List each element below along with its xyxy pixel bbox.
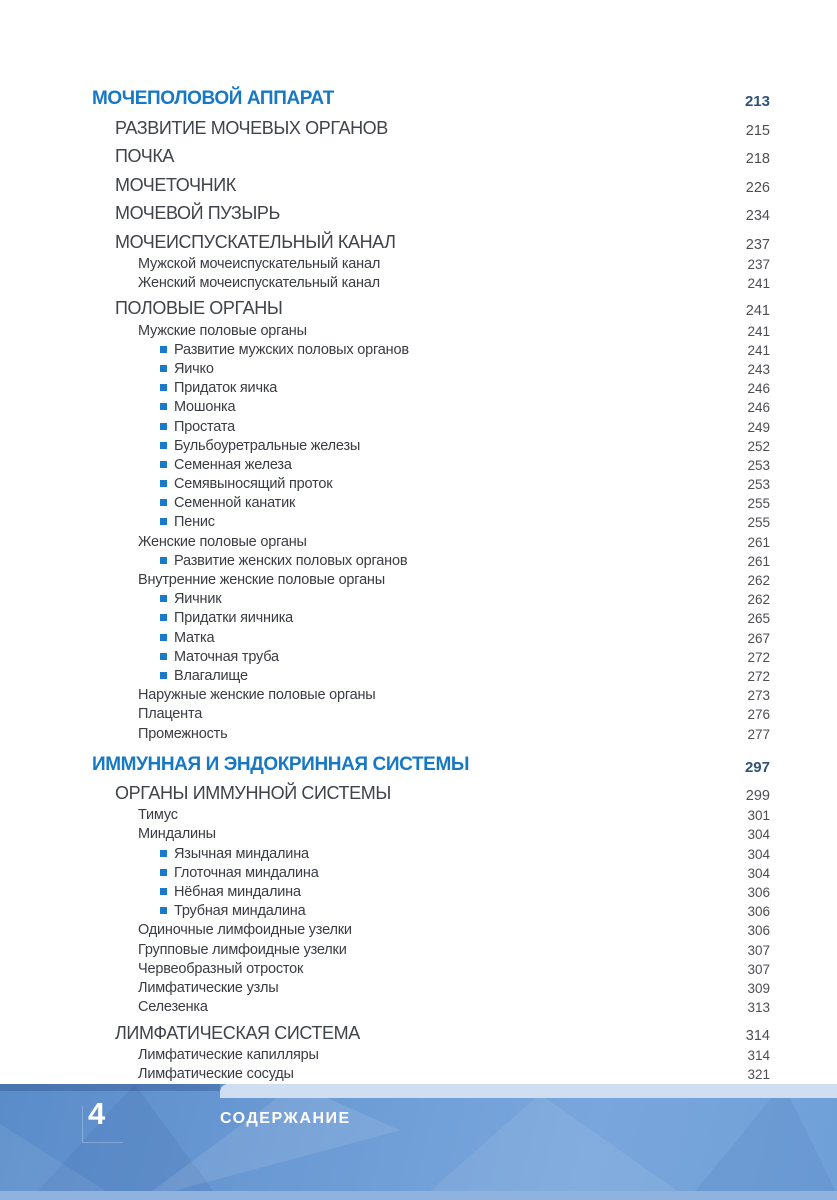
bullet-square-icon <box>160 423 167 430</box>
bullet-square-icon <box>160 499 167 506</box>
toc-entry-page: 306 <box>747 884 770 900</box>
toc-entry-page: 243 <box>747 361 770 377</box>
toc-entry-label: Придаток яичка <box>174 380 278 397</box>
footer-decor-polygon <box>420 1094 720 1200</box>
toc-row <box>92 1063 770 1082</box>
bullet-square-icon <box>160 384 167 391</box>
toc-row <box>92 550 770 569</box>
toc-entry-page: 213 <box>744 93 770 110</box>
bullet-square-icon <box>160 403 167 410</box>
footer-topleft-strip <box>0 1084 220 1091</box>
toc-row <box>92 746 770 776</box>
toc-entry-page: 261 <box>747 553 770 569</box>
toc-entry-label: Лимфатические узлы <box>138 979 279 996</box>
toc-entry-page: 309 <box>747 980 770 996</box>
toc-entry-label: Семявыносящий проток <box>174 476 333 493</box>
footer-band <box>0 1084 837 1200</box>
toc-row <box>92 862 770 881</box>
toc-row <box>92 588 770 607</box>
toc-entry-label: ПОЛОВЫЕ ОРГАНЫ <box>115 298 283 319</box>
toc-entry-label: Простата <box>174 418 235 435</box>
toc-entry-label: Селезенка <box>138 999 208 1016</box>
toc-row <box>92 415 770 434</box>
toc-entry-page: 304 <box>747 827 770 843</box>
toc-entry-label: ЛИМФАТИЧЕСКАЯ СИСТЕМА <box>115 1022 360 1043</box>
toc-row <box>92 646 770 665</box>
bullet-square-icon <box>160 850 167 857</box>
toc-entry-page: 262 <box>747 592 770 608</box>
toc-entry-page: 252 <box>747 438 770 454</box>
toc-entry-page: 253 <box>747 457 770 473</box>
toc-row <box>92 823 770 842</box>
toc-row <box>92 958 770 977</box>
toc-entry-label: МОЧЕИСПУСКАТЕЛЬНЫЙ КАНАЛ <box>115 231 396 252</box>
toc-entry-page: 267 <box>747 630 770 646</box>
toc-entry-page: 297 <box>744 758 770 776</box>
toc-row <box>92 319 770 338</box>
toc-entry-label: ОРГАНЫ ИММУННОЙ СИСТЕМЫ <box>115 783 391 803</box>
toc-entry-label: Язычная миндалина <box>174 845 309 862</box>
toc-entry-page: 246 <box>747 381 770 397</box>
toc-entry-page: 277 <box>747 726 770 742</box>
bullet-square-icon <box>160 907 167 914</box>
page-number: 4 <box>88 1096 106 1131</box>
toc-entry-page: 314 <box>747 1047 770 1063</box>
toc-entry-page: 307 <box>747 942 770 958</box>
toc-row <box>92 339 770 358</box>
toc-row <box>92 1044 770 1063</box>
footer-decor-polygon <box>140 1084 400 1200</box>
toc-row <box>92 776 770 805</box>
toc-entry-label: Нёбная миндалина <box>174 883 301 900</box>
bullet-square-icon <box>160 557 167 564</box>
toc-row <box>92 511 770 530</box>
toc-entry-label: Женский мочеиспускательный канал <box>138 274 380 291</box>
toc-entry-label: ПОЧКА <box>115 146 175 166</box>
toc-row <box>92 358 770 377</box>
toc-row <box>92 977 770 996</box>
toc-entry-page: 272 <box>747 649 770 665</box>
toc-entry-label: Внутренние женские половые органы <box>138 572 385 588</box>
bullet-square-icon <box>160 634 167 641</box>
toc-row <box>92 253 770 272</box>
toc-entry-page: 241 <box>745 303 770 320</box>
toc-entry-page: 215 <box>745 122 770 139</box>
toc-entry-page: 299 <box>745 788 770 804</box>
bullet-square-icon <box>160 346 167 353</box>
bullet-square-icon <box>160 653 167 660</box>
bullet-square-icon <box>160 480 167 487</box>
toc-row <box>92 881 770 900</box>
bullet-square-icon <box>160 461 167 468</box>
toc-entry-label: Наружные женские половые органы <box>138 687 376 704</box>
toc-entry-label: Плацента <box>138 706 203 723</box>
toc-entry-label: Пенис <box>174 514 215 531</box>
toc-entry-page: 255 <box>747 515 770 531</box>
toc-row <box>92 804 770 823</box>
toc-row <box>92 900 770 919</box>
toc-row <box>92 196 770 225</box>
toc-entry-label: Женские половые органы <box>138 533 307 550</box>
toc-entry-page: 246 <box>747 400 770 416</box>
toc-entry-label: Лимфатические сосуды <box>138 1065 294 1082</box>
toc-entry-label: Семенная железа <box>174 456 292 473</box>
toc-row <box>92 722 770 741</box>
toc-entry-label: Яичко <box>174 360 214 377</box>
toc-entry-page: 261 <box>747 534 770 550</box>
bullet-square-icon <box>160 888 167 895</box>
toc-row <box>92 377 770 396</box>
toc-entry-page: 306 <box>747 904 770 920</box>
toc-entry-page: 304 <box>747 865 770 881</box>
toc-entry-label: Промежность <box>138 725 228 742</box>
toc-entry-label: Развитие мужских половых органов <box>174 341 409 358</box>
toc-entry-page: 304 <box>747 846 770 862</box>
footer-tab <box>220 1084 837 1098</box>
toc-entry-page: 249 <box>747 419 770 435</box>
toc-row <box>92 919 770 938</box>
toc-entry-page: 234 <box>745 208 770 224</box>
toc-row <box>92 1015 770 1044</box>
toc-entry-page: 313 <box>747 1000 770 1016</box>
toc-entry-page: 301 <box>747 808 770 824</box>
toc-entry-label: Влагалище <box>174 667 248 684</box>
footer-title: СОДЕРЖАНИЕ <box>220 1110 351 1127</box>
toc-entry-label: Бульбоуретральные железы <box>174 437 361 454</box>
toc-entry-label: Миндалины <box>138 826 216 843</box>
toc-entry-page: 262 <box>747 573 770 588</box>
toc-entry-label: МОЧЕВОЙ ПУЗЫРЬ <box>115 203 280 223</box>
toc-row <box>92 530 770 549</box>
footer-bottom-strip <box>0 1191 837 1200</box>
toc-row <box>92 80 770 110</box>
toc-entry-label: Мужской мочеиспускательный канал <box>138 255 381 272</box>
toc-entry-page: 307 <box>747 961 770 977</box>
toc-entry-page: 241 <box>747 275 770 291</box>
toc-entry-label: Яичник <box>174 591 222 608</box>
bullet-square-icon <box>160 672 167 679</box>
bullet-square-icon <box>160 365 167 372</box>
toc-row <box>92 396 770 415</box>
toc-entry-label: ИММУННАЯ И ЭНДОКРИННАЯ СИСТЕМЫ <box>92 753 470 775</box>
toc-entry-page: 241 <box>747 323 770 339</box>
toc-row <box>92 607 770 626</box>
footer-decor-polygon <box>30 1084 220 1200</box>
toc-entry-label: МОЧЕТОЧНИК <box>115 174 236 195</box>
toc-entry-page: 306 <box>747 923 770 939</box>
toc-entry-page: 273 <box>747 688 770 704</box>
toc-entry-page: 272 <box>747 668 770 684</box>
toc-entry-label: Придатки яичника <box>174 610 294 627</box>
toc-entry-label: Развитие женских половых органов <box>174 552 408 569</box>
toc-entry-label: Мошонка <box>174 399 236 416</box>
toc-row <box>92 626 770 645</box>
toc-row <box>92 703 770 722</box>
toc-row <box>92 167 770 196</box>
toc-row <box>92 938 770 957</box>
toc-row <box>92 684 770 703</box>
toc-row <box>92 139 770 168</box>
toc-entry-label: Мужские половые органы <box>138 322 307 339</box>
toc-entry-page: 237 <box>745 236 770 253</box>
bullet-square-icon <box>160 614 167 621</box>
toc-row <box>92 435 770 454</box>
toc-entry-page: 255 <box>747 496 770 512</box>
toc-row <box>92 272 770 291</box>
toc-entry-label: Тимус <box>138 807 178 824</box>
toc-entry-page: 226 <box>745 179 770 196</box>
toc-entry-label: Семенной канатик <box>174 495 296 512</box>
toc-entry-label: Глоточная миндалина <box>174 864 319 881</box>
toc-entry-page: 253 <box>747 477 770 493</box>
toc-entry-label: Групповые лимфоидные узелки <box>138 941 347 958</box>
bullet-square-icon <box>160 442 167 449</box>
toc-row <box>92 665 770 684</box>
toc-entry-label: Червеобразный отросток <box>138 960 304 977</box>
toc-row <box>92 224 770 253</box>
toc-entry-page: 218 <box>745 151 770 167</box>
toc-entry-label: Одиночные лимфоидные узелки <box>138 922 352 939</box>
toc-entry-label: МОЧЕПОЛОВОЙ АППАРАТ <box>92 88 334 109</box>
bullet-square-icon <box>160 518 167 525</box>
toc-entry-label: Трубная миндалина <box>174 903 306 920</box>
toc-entry-label: РАЗВИТИЕ МОЧЕВЫХ ОРГАНОВ <box>115 117 388 138</box>
toc-entry-page: 276 <box>747 707 770 723</box>
toc-row <box>92 291 770 320</box>
footer-decor-polygon <box>650 1084 837 1200</box>
toc-row <box>92 569 770 588</box>
bullet-square-icon <box>160 869 167 876</box>
toc-entry-page: 241 <box>747 342 770 358</box>
toc-row <box>92 473 770 492</box>
bullet-square-icon <box>160 595 167 602</box>
toc-entry-page: 321 <box>747 1066 770 1082</box>
toc-row <box>92 842 770 861</box>
toc-entry-page: 314 <box>745 1027 770 1044</box>
toc-entry-page: 265 <box>747 611 770 627</box>
toc-row <box>92 110 770 139</box>
toc-list <box>92 80 770 1082</box>
toc-entry-label: Маточная труба <box>174 648 279 665</box>
toc-entry-page: 237 <box>747 256 770 272</box>
toc-row <box>92 492 770 511</box>
toc-row <box>92 454 770 473</box>
toc-row <box>92 996 770 1015</box>
toc-entry-label: Лимфатические капилляры <box>138 1046 319 1063</box>
toc-entry-label: Матка <box>174 629 215 646</box>
